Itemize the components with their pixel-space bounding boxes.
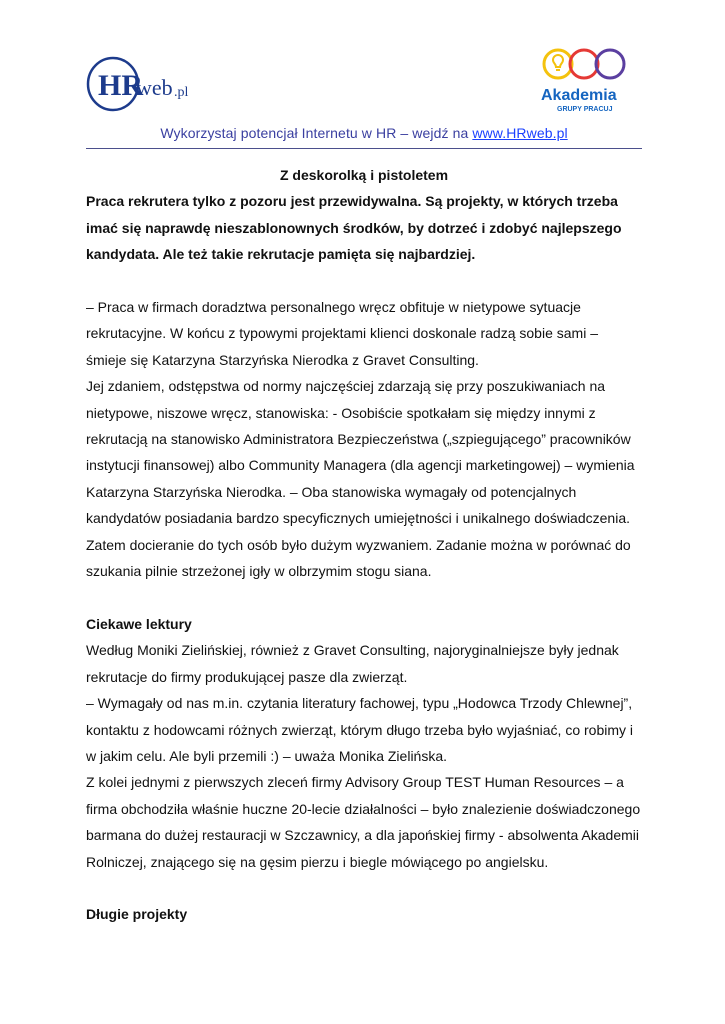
section-heading-ciekawe-lektury: Ciekawe lektury <box>86 615 192 632</box>
akademia-logo[interactable] <box>538 46 626 114</box>
paragraph-4: – Wymagały od nas m.in. czytania literatury fachowej, typu „Hodowca Trzody Chlewnej”, kontaktu z hodowcami różnych zwierząt, którym długo trzeba było wyjaśniać, co robimy i w jakim celu. Ale byli przemili :) – uważa Monika Zielińska. <box>86 695 633 764</box>
article-title: Z deskorolką i pistoletem <box>279 167 449 183</box>
akademia-logo-name: Akademia <box>541 87 617 104</box>
header-tagline-text: Wykorzystaj potencjał Internetu w HR – wejdź na <box>160 125 473 141</box>
hrweb-logo[interactable] <box>86 55 198 113</box>
header-tagline <box>86 125 642 141</box>
hrweb-logo-pl: .pl <box>174 85 189 100</box>
article-body <box>86 162 642 928</box>
article-lead: Praca rekrutera tylko z pozoru jest przewidywalna. Są projekty, w których trzeba imać się naprawdę nieszablonownych środków, by dotrzeć i zdobyć najlepszego kandydata. Ale też takie rekrutacje pamięta się najbardziej. <box>86 193 622 263</box>
akademia-purple-circle <box>596 50 624 78</box>
section-heading-dlugie-projekty: Długie projekty <box>86 906 188 923</box>
paragraph-2: Jej zdaniem, odstępstwa od normy najczęściej zdarzają się przy poszukiwaniach na nietypowe, niszowe wręcz, stanowiska: - Osobiście spotkałam się między innymi z rekrutacją na stanowisko Administratora Bezpieczeństwa („szpiegującego” pracowników instytucji finansowej) albo Community Managera (dla agencji marketingowej) – wymienia Katarzyna Starzyńska Nierodka. – Oba stanowiska wymagały od potencjalnych kandydatów posiadania bardzo specyficznych umiejętności i unikalnego doświadczenia. Zatem docieranie do tych osób było dużym wyzwaniem. Zadanie można w porównać do szukania pilnie strzeżonej igły w olbrzymim stogu siana. <box>86 378 635 580</box>
akademia-red-circle <box>570 50 598 78</box>
paragraph-5: Z kolei jednymi z pierwszych zleceń firmy Advisory Group TEST Human Resources – a firma obchodziła właśnie huczne 20-lecie działalności – było znalezienie doświadczonego barmana do dużej restauracji w Szczawnicy, a dla japońskiej firmy - absolwenta Akademii Rolniczej, znającego się na gęsim pierzu i biegle mówiącego po angielsku. <box>86 774 641 870</box>
header-divider <box>86 148 642 149</box>
akademia-logo-sub: GRUPY PRACUJ <box>557 106 613 113</box>
paragraph-1: – Praca w firmach doradztwa personalnego wręcz obfituje w nietypowe sytuacje rekrutacyjne. W końcu z typowymi projektami klienci doskonale radzą sobie sami – śmieje się Katarzyna Starzyńska Nierodka z Gravet Consulting. <box>86 299 598 368</box>
lightbulb-icon <box>553 55 563 67</box>
hrweb-logo-hr: HR <box>98 69 143 102</box>
hrweb-link[interactable]: www.HRweb.pl <box>472 125 568 141</box>
paragraph-3: Według Moniki Zielińskiej, również z Gravet Consulting, najoryginalniejsze były jednak rekrutacje do firmy produkującej pasze dla zwierząt. <box>86 642 619 685</box>
hrweb-logo-web: web <box>136 75 173 100</box>
